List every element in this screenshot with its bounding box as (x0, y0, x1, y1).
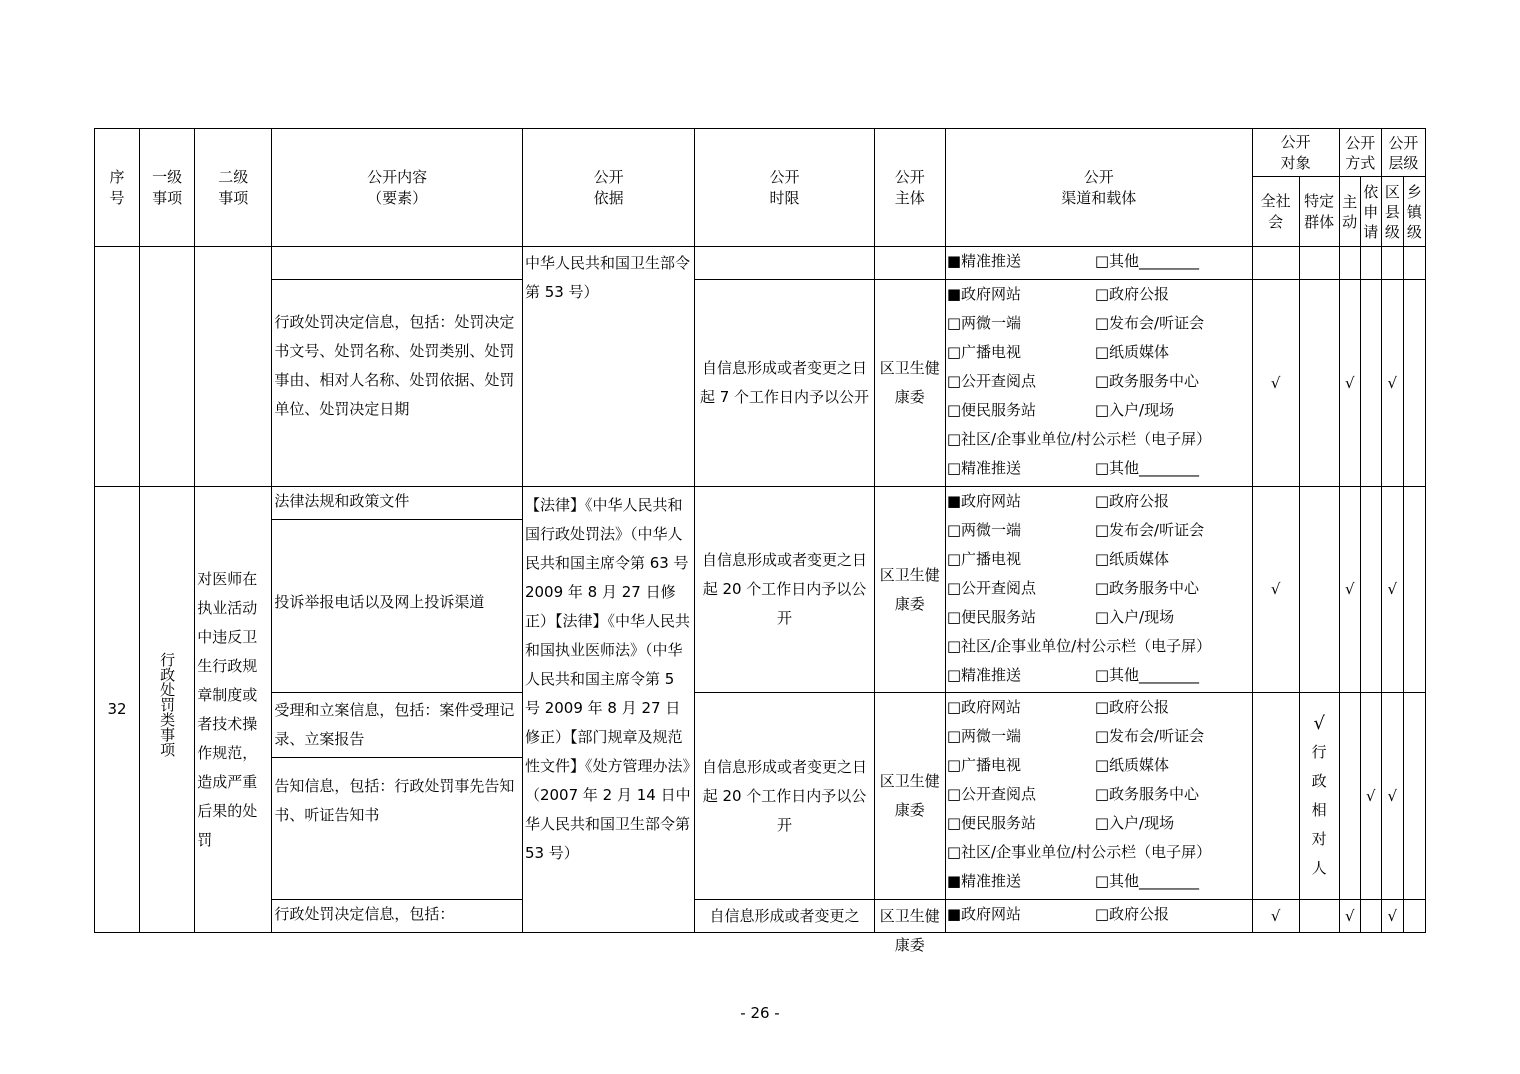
cell-mark-specific-g3: √ 行政相对人 (1299, 693, 1339, 900)
cell-subject-g2: 区卫生健康委 (874, 487, 945, 693)
cell-content-notice: 告知信息，包括：行政处罚事先告知书、听证告知书 (272, 758, 523, 900)
header-mode-apply: 依申请 (1360, 177, 1381, 247)
cell-mark-all-g4: √ (1252, 900, 1299, 933)
header-target-all: 全社会 (1252, 177, 1299, 247)
cell-mark-district-g2: √ (1381, 487, 1403, 693)
cell-mark-town-g3 (1403, 693, 1425, 900)
cell-time-cont (695, 247, 874, 280)
cell-level2-cont (195, 247, 272, 280)
cell-time-g4: 自信息形成或者变更之 (695, 900, 874, 933)
cell-subject-g4: 区卫生健康委 (874, 900, 945, 933)
header-target-specific: 特定群体 (1299, 177, 1339, 247)
cell-level2-32: 对医师在执业活动中违反卫生行政规章制度或者技术操作规范，造成严重后果的处罚 (195, 487, 272, 933)
header-level1: 一级事项 (140, 129, 195, 247)
cell-mark-specific-g4 (1299, 900, 1339, 933)
cell-time-g2: 自信息形成或者变更之日起 20 个工作日内予以公开 (695, 487, 874, 693)
cell-channel-r1: ■政府网站 □政府公报 □两微一端 □发布会/听证会 □广播电视 □纸质媒体 □公开查阅点 □政务服务中心 □便民服务站 □入户/现场 □ 社区/企事业单位/村公示栏（电子屏） □精准推送 □其他________ (945, 280, 1252, 487)
header-level2: 二级事项 (195, 129, 272, 247)
cell-level2-r1 (195, 280, 272, 487)
cell-basis-cont: 中华人民共和国卫生部令第 53 号） (522, 247, 694, 487)
cell-content-acceptance: 受理和立案信息，包括：案件受理记录、立案报告 (272, 693, 523, 758)
cell-channel-cont: ■精准推送 □其他________ (945, 247, 1252, 280)
cell-mark-district-r1: √ (1381, 280, 1403, 487)
header-target: 公开对象 (1252, 129, 1339, 177)
cell-mark-specific-g2 (1299, 487, 1339, 693)
header-subject: 公开 主体 (874, 129, 945, 247)
cell-mark-cont-3 (1339, 247, 1360, 280)
cell-mark-apply-r1 (1360, 280, 1381, 487)
cell-channel-g4: ■政府网站 □政府公报 (945, 900, 1252, 933)
cell-basis-32: 【法律】《中华人民共和国行政处罚法》（中华人民共和国主席令第 63 号 2009 年 8 月 27 日修正）【法律】《中华人民共和国执业医师法》（中华人民共和国主席令第 5 号 2009 年 8 月 27 日修正）【部门规章及规范性文件】《处方管理办法》（2007 年 2 月 14 日中华人民共和国卫生部令第 53 号） (522, 487, 694, 933)
cell-seq-cont (95, 247, 140, 280)
cell-content-laws: 法律法规和政策文件 (272, 487, 523, 520)
cell-subject-r1: 区卫生健康委 (874, 280, 945, 487)
header-basis: 公开 依据 (522, 129, 694, 247)
header-level-district: 区县级 (1381, 177, 1403, 247)
cell-level1-32: 行政处罚类事项 (140, 487, 195, 933)
disclosure-table (94, 128, 1426, 954)
header-level-town: 乡镇级 (1403, 177, 1425, 247)
cell-mark-cont-6 (1403, 247, 1425, 280)
cell-subject-g3: 区卫生健康委 (874, 693, 945, 900)
cell-mark-cont-1 (1252, 247, 1299, 280)
cell-mark-all-g2: √ (1252, 487, 1299, 693)
cell-mark-town-g4 (1403, 900, 1425, 933)
cell-seq-32: 32 (95, 487, 140, 933)
header-seq: 序号 (95, 129, 140, 247)
cell-level1-r1 (140, 280, 195, 487)
cell-mark-cont-2 (1299, 247, 1339, 280)
cell-mark-district-g4: √ (1381, 900, 1403, 933)
cell-mark-cont-5 (1381, 247, 1403, 280)
page-number: - 26 - (740, 1004, 780, 1022)
header-content: 公开内容 （要素） (272, 129, 523, 247)
cell-mark-apply-g2 (1360, 487, 1381, 693)
cell-mark-town-r1 (1403, 280, 1425, 487)
header-mode-active: 主动 (1339, 177, 1360, 247)
cell-mark-active-g2: √ (1339, 487, 1360, 693)
cell-mark-apply-g4 (1360, 900, 1381, 933)
cell-time-r1: 自信息形成或者变更之日起 7 个工作日内予以公开 (695, 280, 874, 487)
cell-subject-cont (874, 247, 945, 280)
cell-content-r1: 行政处罚决定信息，包括：处罚决定书文号、处罚名称、处罚类别、处罚事由、相对人名称、处罚依据、处罚单位、处罚决定日期 (272, 280, 523, 487)
cell-mark-apply-g3: √ (1360, 693, 1381, 900)
cell-level1-cont (140, 247, 195, 280)
header-level: 公开层级 (1381, 129, 1425, 177)
cell-seq-r1 (95, 280, 140, 487)
header-channel: 公开 渠道和载体 (945, 129, 1252, 247)
cell-mark-specific-r1 (1299, 280, 1339, 487)
cell-content-decision: 行政处罚决定信息，包括： (272, 900, 523, 933)
cell-mark-active-g3 (1339, 693, 1360, 900)
cell-mark-active-g4: √ (1339, 900, 1360, 933)
cell-channel-g3: □政府网站 □政府公报 □两微一端 □发布会/听证会 □广播电视 □纸质媒体 □公开查阅点 □政务服务中心 □便民服务站 □入户/现场 □ 社区/企事业单位/村公示栏（电子屏） ■精准推送 □其他________ (945, 693, 1252, 900)
cell-mark-town-g2 (1403, 487, 1425, 693)
header-mode: 公开方式 (1339, 129, 1381, 177)
cell-content-cont (272, 247, 523, 280)
cell-mark-active-r1: √ (1339, 280, 1360, 487)
cell-mark-all-g3 (1252, 693, 1299, 900)
cell-channel-g2: ■政府网站 □政府公报 □两微一端 □发布会/听证会 □广播电视 □纸质媒体 □公开查阅点 □政务服务中心 □便民服务站 □入户/现场 □ 社区/企事业单位/村公示栏（电子屏） □精准推送 □其他________ (945, 487, 1252, 693)
cell-mark-all-r1: √ (1252, 280, 1299, 487)
cell-time-g3: 自信息形成或者变更之日起 20 个工作日内予以公开 (695, 693, 874, 900)
cell-mark-district-g3: √ (1381, 693, 1403, 900)
cell-mark-cont-4 (1360, 247, 1381, 280)
header-time: 公开 时限 (695, 129, 874, 247)
cell-content-complaint: 投诉举报电话以及网上投诉渠道 (272, 520, 523, 693)
